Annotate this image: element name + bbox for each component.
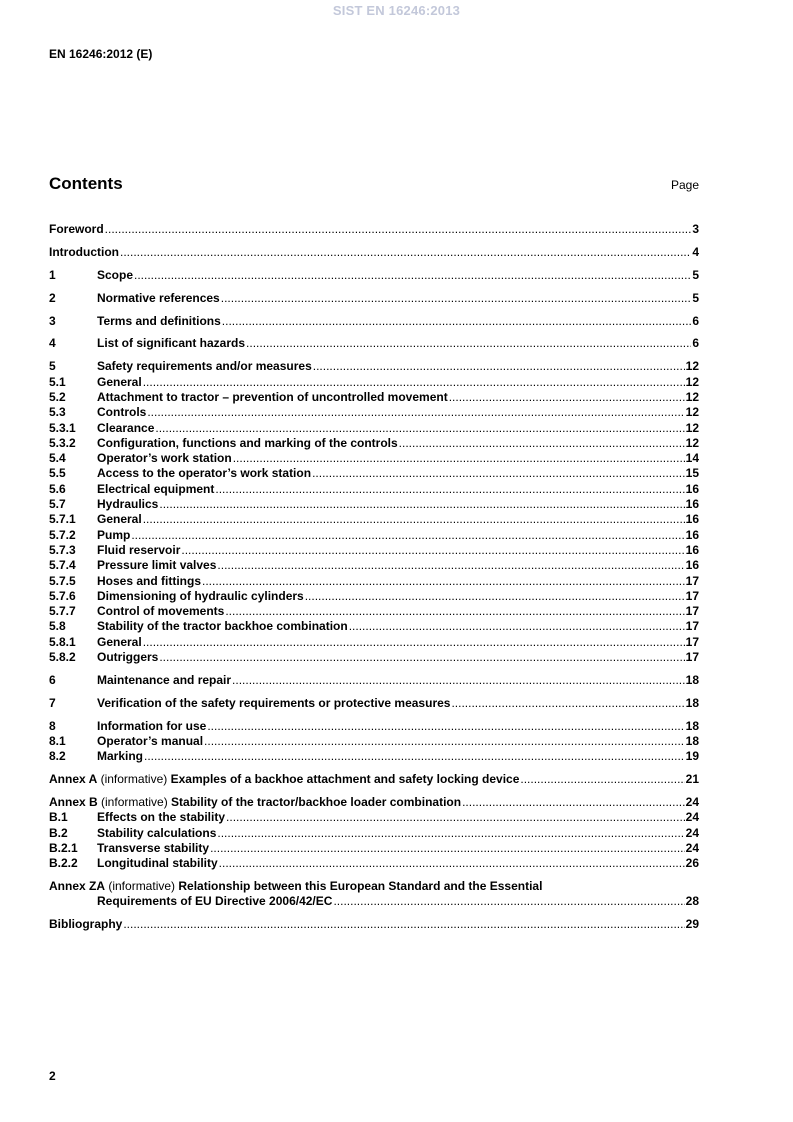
toc-entry[interactable] [49, 635, 699, 650]
toc-entry-number: 5.6 [49, 481, 66, 496]
toc-entry-number: 5.3.1 [49, 420, 76, 435]
toc-entry-number: 5.4 [49, 451, 66, 466]
toc-entry-page: 17 [685, 634, 699, 649]
toc-entry-title: General [97, 512, 142, 527]
toc-group [49, 696, 699, 711]
toc-group [49, 359, 699, 665]
toc-entry-number: B.2.1 [49, 840, 78, 855]
toc-group [49, 673, 699, 688]
toc-leader [313, 359, 685, 374]
toc-entry-title: General [97, 634, 142, 649]
toc-entry[interactable] [49, 734, 699, 749]
toc-entry[interactable] [49, 826, 699, 841]
toc-entry[interactable] [49, 856, 699, 871]
toc-entry-title: Configuration, functions and marking of the controls [97, 435, 398, 450]
toc-entry-page: 29 [685, 917, 699, 932]
toc-entry[interactable] [49, 543, 699, 558]
toc-annex-label [49, 772, 519, 787]
toc-leader [312, 466, 685, 481]
table-of-contents [49, 222, 699, 940]
toc-entry-title: Verification of the safety requirements or protective measures [97, 695, 451, 710]
toc-entry[interactable] [49, 314, 699, 329]
toc-entry[interactable] [49, 795, 699, 810]
toc-entry[interactable] [49, 245, 699, 260]
toc-annex-id: Annex A [49, 772, 98, 787]
toc-entry[interactable] [49, 619, 699, 634]
toc-leader [105, 222, 692, 237]
toc-entry-number: 3 [49, 313, 56, 328]
toc-entry-title: Clearance [97, 420, 155, 435]
toc-entry[interactable] [49, 558, 699, 573]
toc-entry-page: 12 [685, 435, 699, 450]
toc-leader [159, 650, 684, 665]
toc-leader [222, 314, 692, 329]
toc-entry-number: 8.2 [49, 749, 66, 764]
toc-leader [246, 336, 691, 351]
toc-annex-id: Annex ZA [49, 879, 106, 894]
toc-entry-page: 24 [685, 825, 699, 840]
toc-leader [217, 826, 684, 841]
toc-entry[interactable] [49, 405, 699, 420]
toc-entry-title: Stability of the tractor backhoe combination [97, 619, 348, 634]
toc-entry-number: 5.7.4 [49, 558, 76, 573]
toc-entry-number: 1 [49, 267, 56, 282]
toc-entry[interactable] [49, 719, 699, 734]
toc-group [49, 245, 699, 260]
watermark: SIST EN 16246:2013 [332, 3, 461, 18]
toc-leader [233, 451, 685, 466]
toc-entry-page: 17 [685, 573, 699, 588]
toc-entry-page: 15 [685, 466, 699, 481]
toc-entry-title: Control of movements [97, 604, 225, 619]
toc-leader [219, 856, 685, 871]
toc-entry-title: Effects on the stability [97, 810, 226, 825]
toc-entry-title: Outriggers [97, 649, 159, 664]
toc-entry[interactable] [49, 359, 699, 374]
toc-entry-title: Stability calculations [97, 825, 217, 840]
toc-entry[interactable] [49, 650, 699, 665]
toc-entry-page: 5 [692, 267, 699, 282]
toc-entry-title: Hoses and fittings [97, 573, 202, 588]
toc-entry-title: Safety requirements and/or measures [97, 359, 312, 374]
toc-leader [225, 604, 684, 619]
toc-leader [226, 810, 685, 825]
toc-entry-number: 5.8.1 [49, 634, 76, 649]
toc-entry-title: Marking [97, 749, 144, 764]
toc-leader [305, 589, 685, 604]
toc-annex-label [49, 795, 461, 810]
toc-entry-title: Fluid reservoir [97, 542, 181, 557]
toc-entry-title: List of significant hazards [97, 336, 246, 351]
toc-group [49, 795, 699, 871]
toc-entry-number: 5.7.7 [49, 604, 76, 619]
toc-entry-title: Introduction [49, 244, 119, 259]
toc-leader [120, 245, 691, 260]
toc-entry[interactable] [49, 673, 699, 688]
toc-leader [221, 291, 692, 306]
toc-entry-number: 8.1 [49, 733, 66, 748]
toc-entry-page: 12 [685, 405, 699, 420]
toc-annex-note: (informative) [105, 879, 179, 894]
toc-annex-note: (informative) [97, 772, 171, 787]
toc-leader [181, 543, 684, 558]
toc-entry-title: Requirements of EU Directive 2006/42/EC [97, 894, 333, 909]
toc-leader [131, 528, 684, 543]
toc-entry[interactable] [49, 696, 699, 711]
toc-leader [210, 841, 685, 856]
toc-entry[interactable] [49, 497, 699, 512]
toc-entry[interactable] [49, 451, 699, 466]
toc-group [49, 879, 699, 910]
toc-entry-page: 19 [685, 749, 699, 764]
toc-entry[interactable] [49, 749, 699, 764]
toc-leader [143, 375, 685, 390]
toc-leader [520, 772, 684, 787]
toc-entry-page: 18 [685, 718, 699, 733]
toc-group [49, 917, 699, 932]
toc-entry[interactable] [49, 574, 699, 589]
toc-entry-title: Electrical equipment [97, 481, 215, 496]
toc-entry-page: 21 [685, 772, 699, 787]
toc-entry-number: 5.2 [49, 389, 66, 404]
toc-entry-title: General [97, 374, 142, 389]
toc-leader [449, 390, 685, 405]
toc-group [49, 291, 699, 306]
toc-entry-page: 24 [685, 840, 699, 855]
toc-entry-number: 5.5 [49, 466, 66, 481]
toc-entry[interactable] [49, 917, 699, 932]
toc-leader [451, 696, 684, 711]
toc-leader [159, 497, 684, 512]
toc-entry-page: 4 [692, 244, 699, 259]
toc-entry-page: 12 [685, 374, 699, 389]
toc-entry[interactable] [49, 336, 699, 351]
toc-entry-page: 12 [685, 420, 699, 435]
toc-entry-number: B.2.2 [49, 856, 78, 871]
toc-entry-page: 12 [685, 359, 699, 374]
toc-entry-title: Dimensioning of hydraulic cylinders [97, 588, 304, 603]
toc-leader [123, 917, 684, 932]
toc-entry-page: 5 [692, 290, 699, 305]
toc-entry[interactable] [49, 810, 699, 825]
toc-entry-page: 18 [685, 672, 699, 687]
toc-entry-number: 2 [49, 290, 56, 305]
toc-entry-page: 6 [692, 336, 699, 351]
toc-leader [202, 574, 685, 589]
toc-entry[interactable] [49, 291, 699, 306]
toc-entry[interactable] [49, 512, 699, 527]
toc-leader [462, 795, 685, 810]
toc-entry-page: 18 [685, 733, 699, 748]
contents-title: Contents [49, 174, 123, 193]
toc-entry-number: 5.3 [49, 405, 66, 420]
toc-leader [217, 558, 684, 573]
toc-leader [134, 268, 691, 283]
toc-entry-page: 12 [685, 389, 699, 404]
toc-entry-number: 5.8.2 [49, 649, 76, 664]
toc-entry-title: Foreword [49, 222, 104, 236]
toc-leader [349, 619, 685, 634]
toc-entry-page: 16 [685, 512, 699, 527]
toc-leader [143, 512, 685, 527]
toc-entry-page: 18 [685, 695, 699, 710]
toc-annex-note: (informative) [97, 795, 172, 810]
toc-entry-title: Controls [97, 405, 147, 420]
toc-annex-id: Annex B [49, 795, 98, 810]
toc-entry-page: 6 [692, 313, 699, 328]
toc-entry-title: Pump [97, 527, 131, 542]
toc-entry-number: 5.3.2 [49, 435, 76, 450]
toc-entry[interactable] [49, 879, 699, 894]
toc-entry-number: 7 [49, 695, 56, 710]
toc-entry-title: Attachment to tractor – prevention of uncontrolled movement [97, 389, 448, 404]
toc-leader [399, 436, 685, 451]
toc-entry-page: 16 [685, 481, 699, 496]
toc-entry-number: 5.7.6 [49, 588, 76, 603]
toc-entry[interactable] [49, 604, 699, 619]
toc-entry-number: 5.1 [49, 374, 66, 389]
toc-leader [144, 749, 685, 764]
toc-leader [232, 673, 685, 688]
toc-entry-page: 17 [685, 619, 699, 634]
toc-entry[interactable] [49, 528, 699, 543]
toc-entry-number: 5 [49, 359, 56, 374]
toc-entry-number: 4 [49, 336, 56, 351]
toc-entry-title: Information for use [97, 718, 207, 733]
toc-leader [147, 405, 684, 420]
toc-entry-title: Longitudinal stability [97, 856, 218, 871]
toc-leader [143, 635, 685, 650]
toc-entry-page: 16 [685, 558, 699, 573]
toc-entry-title: Normative references [97, 290, 220, 305]
toc-entry-title: Scope [97, 267, 134, 282]
toc-entry[interactable] [49, 841, 699, 856]
toc-entry-title: Relationship between this European Standard and the Essential [178, 879, 543, 894]
toc-entry[interactable] [49, 375, 699, 390]
toc-entry-page: 16 [685, 527, 699, 542]
toc-entry-page: 3 [692, 222, 699, 236]
toc-entry-number: 5.7 [49, 497, 66, 512]
toc-entry-page: 26 [685, 856, 699, 871]
toc-entry-title: Operator’s work station [97, 451, 232, 466]
toc-entry-page: 24 [685, 810, 699, 825]
toc-entry-number: B.2 [49, 825, 68, 840]
toc-entry-number: 8 [49, 718, 56, 733]
toc-entry-number: 5.8 [49, 619, 66, 634]
toc-entry-title: Examples of a backhoe attachment and safety locking device [170, 772, 520, 787]
toc-entry-page: 17 [685, 604, 699, 619]
toc-entry[interactable] [49, 466, 699, 481]
page-number: 2 [49, 1069, 56, 1083]
toc-group [49, 314, 699, 329]
document-id: EN 16246:2012 (E) [49, 47, 153, 61]
toc-entry-number: 5.7.3 [49, 542, 76, 557]
toc-leader [215, 482, 684, 497]
toc-entry-number: 6 [49, 672, 56, 687]
toc-entry[interactable] [49, 390, 699, 405]
toc-group [49, 268, 699, 283]
toc-leader [155, 421, 684, 436]
toc-entry-page: 16 [685, 497, 699, 512]
toc-entry-number: 5.7.1 [49, 512, 76, 527]
toc-entry[interactable] [49, 268, 699, 283]
toc-entry[interactable] [49, 482, 699, 497]
toc-leader [207, 719, 684, 734]
toc-group [49, 222, 699, 237]
toc-entry-continuation[interactable] [49, 894, 699, 909]
toc-entry-title: Terms and definitions [97, 313, 221, 328]
toc-entry-title: Operator’s manual [97, 733, 204, 748]
toc-entry-page: 28 [685, 894, 699, 909]
toc-entry-number: 5.7.5 [49, 573, 76, 588]
toc-entry[interactable] [49, 222, 699, 237]
toc-entry-title: Stability of the tractor/backhoe loader combination [171, 795, 462, 810]
toc-entry-page: 16 [685, 542, 699, 557]
toc-group [49, 336, 699, 351]
toc-entry-title: Maintenance and repair [97, 672, 232, 687]
toc-entry[interactable] [49, 772, 699, 787]
toc-group [49, 719, 699, 765]
toc-entry-title: Bibliography [49, 917, 123, 932]
toc-entry-page: 14 [685, 451, 699, 466]
toc-entry-title: Pressure limit valves [97, 558, 217, 573]
toc-entry-page: 17 [685, 649, 699, 664]
toc-entry-title: Access to the operator’s work station [97, 466, 312, 481]
toc-annex-label [49, 879, 542, 894]
toc-leader [333, 894, 684, 909]
toc-group [49, 772, 699, 787]
toc-entry[interactable] [49, 589, 699, 604]
toc-entry-title: Transverse stability [97, 840, 210, 855]
page-column-label: Page [670, 178, 699, 192]
toc-leader [204, 734, 685, 749]
contents-heading [49, 174, 699, 198]
toc-entry-number: B.1 [49, 810, 68, 825]
toc-entry[interactable] [49, 436, 699, 451]
toc-entry-number: 5.7.2 [49, 527, 76, 542]
toc-entry-page: 17 [685, 588, 699, 603]
toc-entry-title: Hydraulics [97, 497, 159, 512]
toc-entry-page: 24 [685, 795, 699, 810]
toc-entry[interactable] [49, 421, 699, 436]
